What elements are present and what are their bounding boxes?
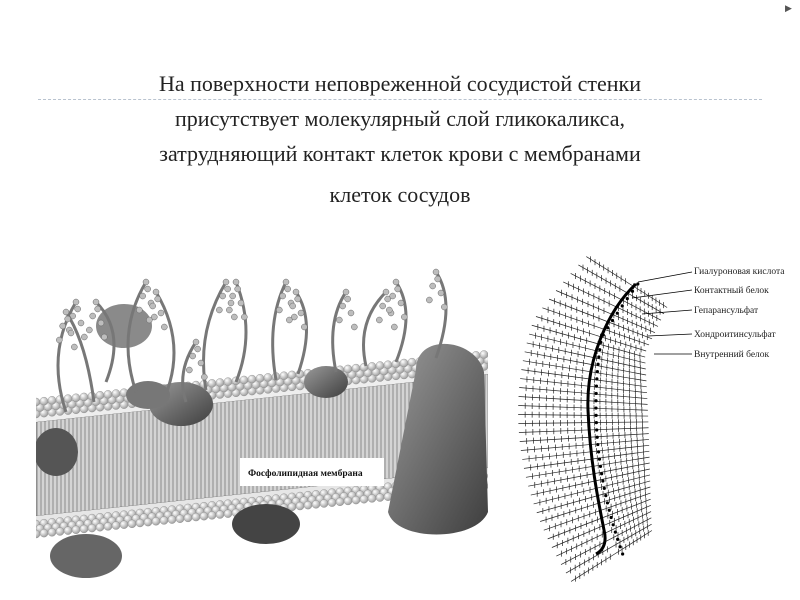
title-line: затрудняющий контакт клеток крови с мембранами: [159, 141, 641, 166]
membrane-label: [240, 458, 384, 486]
title-line: клеток сосудов: [329, 182, 471, 207]
label-inner-protein: Внутренний белок: [694, 350, 770, 360]
label-chondroitin-sulfate: Хондроитинсульфат: [694, 330, 776, 340]
title-line: присутствует молекулярный слой гликокаликса,: [175, 106, 625, 131]
slide-title: [40, 66, 760, 212]
core-protein-spine: [588, 284, 636, 554]
legend-labels: [694, 267, 785, 360]
title-divider: [38, 99, 762, 100]
corner-arrow-icon: ▶: [785, 3, 792, 13]
label-hyaluronic-acid: Гиалуроновая кислота: [694, 267, 785, 277]
title-line: На поверхности неповреженной сосудистой стенки: [159, 71, 641, 96]
label-heparan-sulfate: Гепарансульфат: [694, 306, 759, 316]
membrane-label-text: Фосфолипидная мембрана: [248, 469, 363, 479]
membrane-illustration: [36, 262, 488, 582]
glycocalyx-diagram: [508, 240, 800, 590]
label-contact-protein: Контактный белок: [694, 286, 769, 296]
